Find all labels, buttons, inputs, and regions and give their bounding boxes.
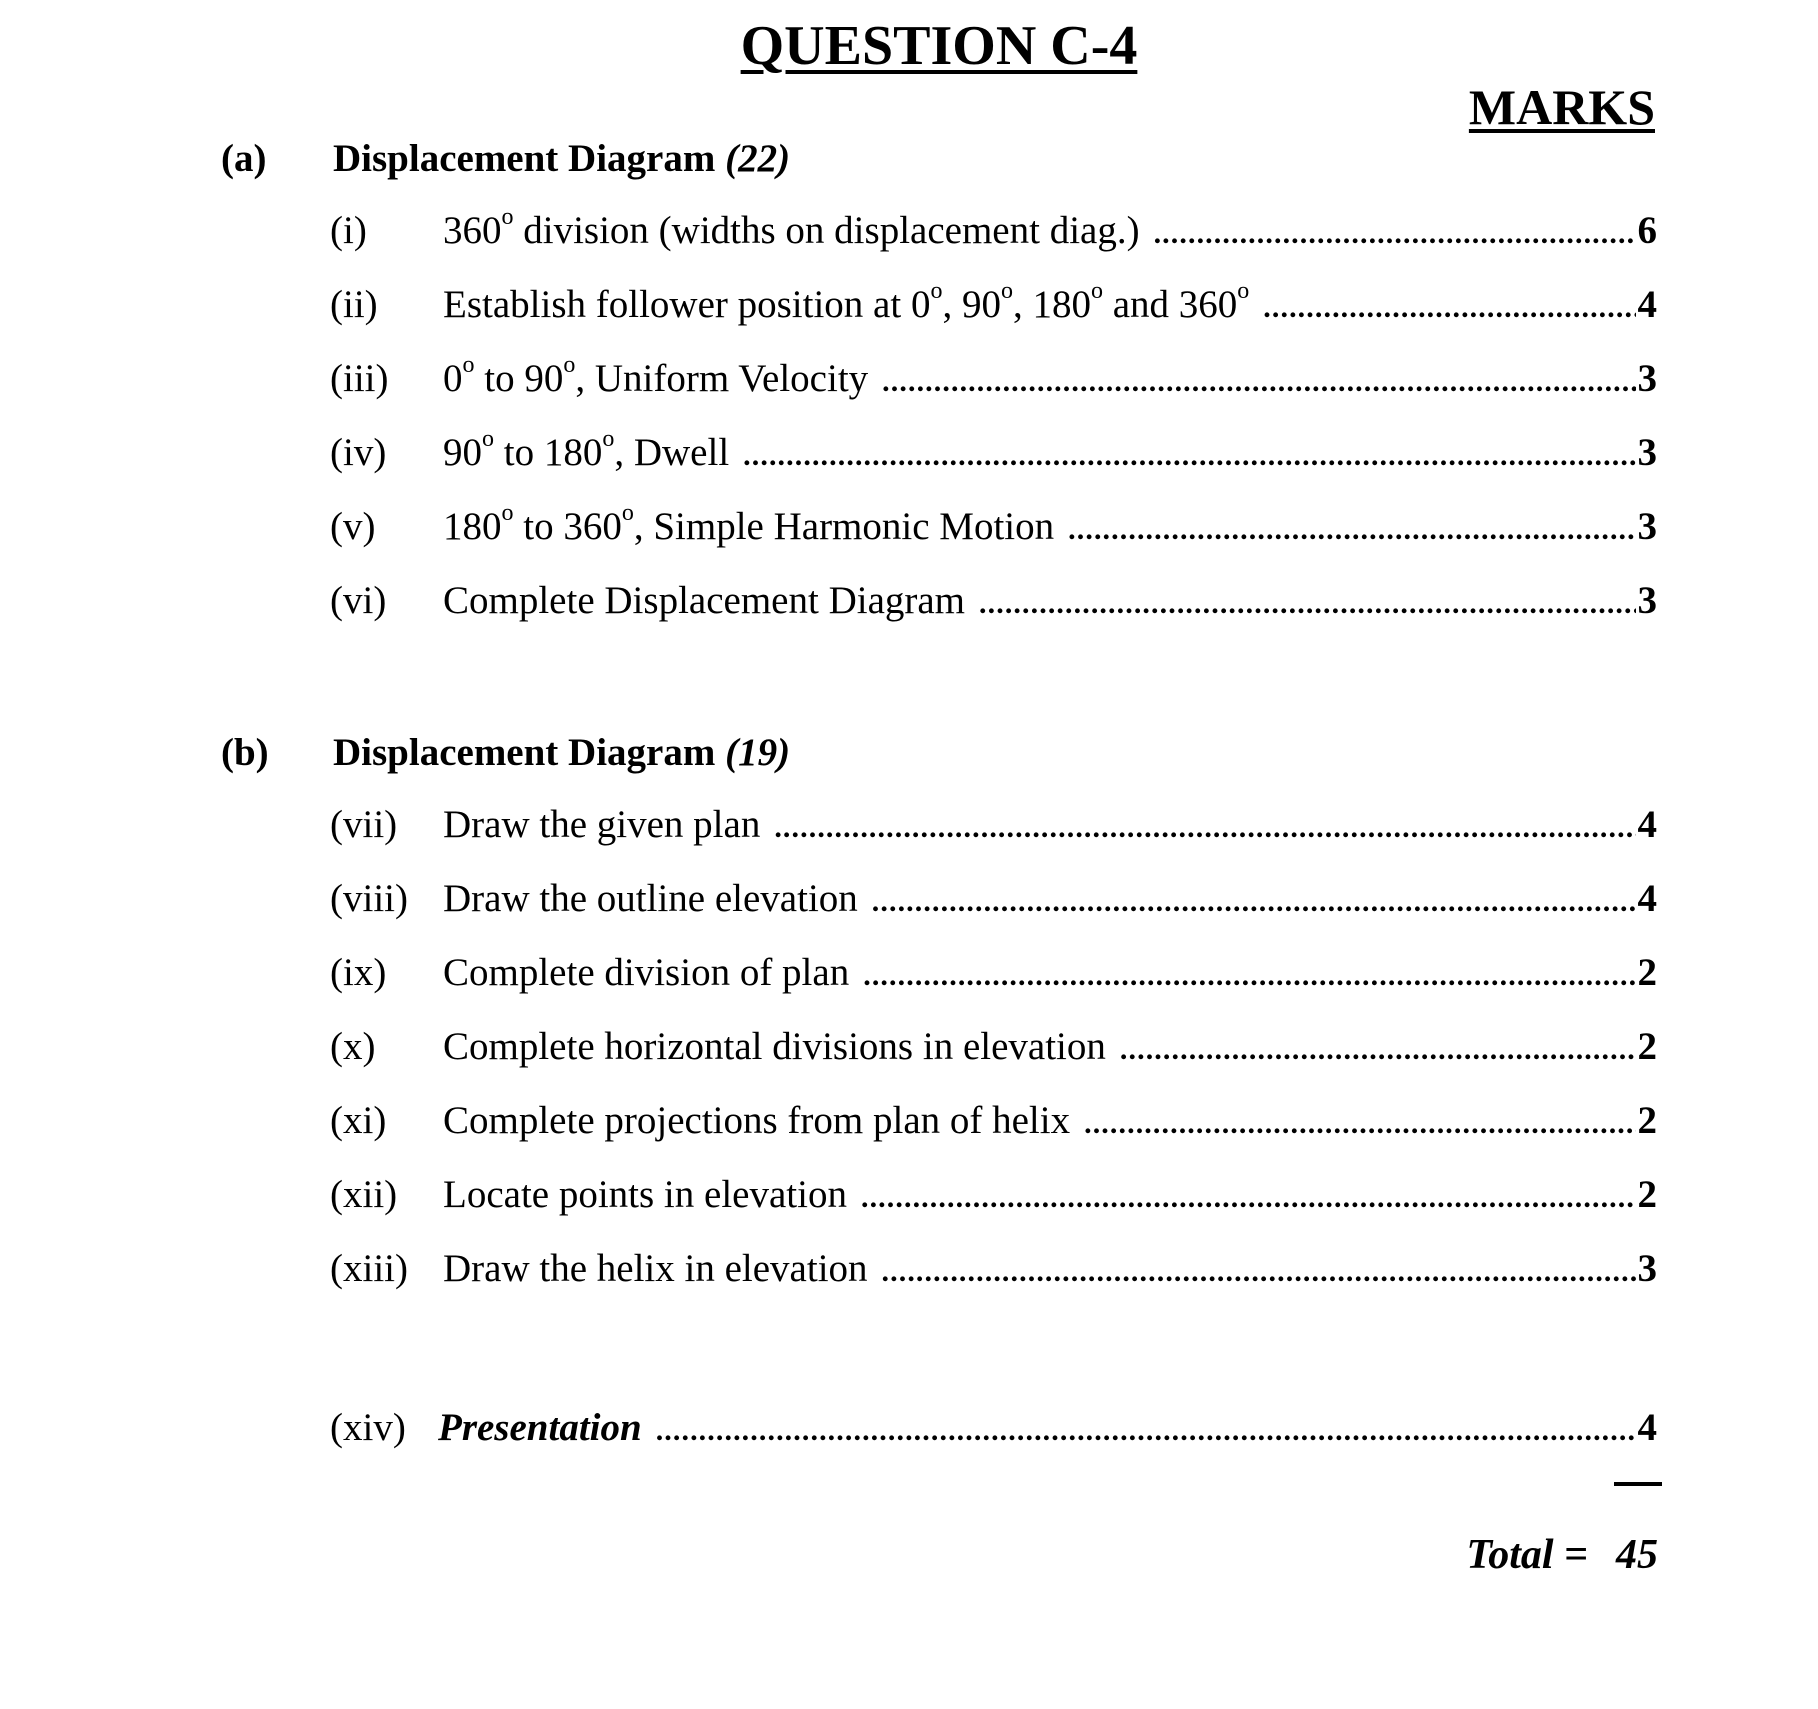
total-label: Total = [1466,1532,1588,1578]
item-numeral: (x) [330,1025,376,1068]
degree-symbol: o [501,204,514,230]
marking-item-row [330,500,1657,554]
section-b-heading [333,730,790,775]
degree-symbol: o [482,426,494,452]
dot-leader [979,587,1635,621]
item-text-part: Draw the given plan [443,803,761,846]
item-text-part: Establish follower position at 0 [443,283,931,326]
item-numeral: (xi) [330,1099,387,1142]
section-a-heading [333,136,790,181]
item-text-part: 360 [443,209,502,252]
item-text-part: to 180 [494,431,603,474]
item-text-part: Locate points in elevation [443,1173,847,1216]
item-numeral: (iv) [330,431,387,474]
marking-item-row [330,1172,1657,1222]
item-text-part: , 90 [942,283,1001,326]
dot-leader [1068,513,1635,547]
item-text: Presentation [438,1406,642,1449]
item-text-part: 0 [443,357,463,400]
dot-leader [774,811,1635,845]
item-mark: 3 [1637,579,1657,622]
item-text [443,352,869,401]
degree-symbol: o [621,500,634,526]
item-text [443,426,730,475]
dot-leader [1120,1033,1636,1067]
item-text [443,1246,868,1291]
degree-symbol: o [1237,278,1250,304]
item-text-part: 180 [443,505,502,548]
degree-symbol: o [563,352,576,378]
item-mark: 2 [1637,1025,1657,1068]
marking-item-row [330,876,1657,926]
item-mark: 4 [1637,803,1657,846]
item-text-part: Complete Displacement Diagram [443,579,966,622]
marking-item-row [330,204,1657,258]
item-mark: 2 [1637,1099,1657,1142]
dot-leader [861,1181,1636,1215]
item-text [443,950,849,995]
item-text-part: Complete horizontal divisions in elevation [443,1025,1106,1068]
section-b-heading-text: Displacement Diagram [333,731,716,774]
item-mark: 2 [1637,1173,1657,1216]
item-text-part: Complete division of plan [443,951,850,994]
dot-leader [872,885,1636,919]
degree-symbol: o [602,426,615,452]
total-line [1466,1531,1658,1579]
degree-symbol: o [1090,278,1103,304]
page-title: QUESTION C-4 [740,15,1138,77]
section-a-heading-marks: (22) [725,137,791,180]
item-text [443,802,760,847]
item-mark: 3 [1637,357,1657,400]
item-mark: 3 [1637,431,1657,474]
marking-item-row [330,1246,1657,1296]
item-text-part: division (widths on displacement diag.) [513,209,1140,252]
item-numeral: (xiv) [330,1406,406,1449]
degree-symbol: o [930,278,943,304]
marking-item-row [330,1098,1657,1148]
marking-item-row [330,578,1657,628]
section-a-label: (a) [221,137,267,180]
item-text-part: Draw the helix in elevation [443,1247,868,1290]
dot-leader [863,959,1635,993]
item-text-part: , Dwell [614,431,730,474]
item-text-part: Draw the outline elevation [443,877,858,920]
item-text [443,278,1250,327]
item-numeral: (ix) [330,951,387,994]
marking-item-row [330,352,1657,406]
item-text [443,500,1055,549]
item-numeral: (iii) [330,357,389,400]
dot-leader [656,1414,1636,1448]
item-numeral: (ii) [330,283,378,326]
dot-leader [882,1255,1636,1289]
marking-item-row [330,802,1657,852]
dot-leader [882,365,1635,399]
degree-symbol: o [501,500,514,526]
total-value: 45 [1616,1532,1658,1578]
item-text [443,204,1140,253]
item-text [443,578,965,623]
item-text [443,876,858,921]
item-numeral: (viii) [330,877,408,920]
dot-leader [1263,291,1635,325]
item-numeral: (xii) [330,1173,398,1216]
item-text-part: , Uniform Velocity [575,357,869,400]
section-a-heading-text: Displacement Diagram [333,137,716,180]
section-b-label: (b) [221,731,269,774]
marking-item-row [330,278,1657,332]
marking-item-row [330,1024,1657,1074]
dot-leader [1084,1107,1635,1141]
item-text-part: to 90 [474,357,564,400]
degree-symbol: o [462,352,475,378]
marking-item-row [330,950,1657,1000]
item-text-part: 90 [443,431,482,474]
item-mark: 2 [1637,951,1657,994]
degree-symbol: o [1000,278,1013,304]
item-text-part: and 360 [1102,283,1238,326]
item-numeral: (i) [330,209,367,252]
dot-leader [1154,217,1636,251]
item-numeral: (vii) [330,803,398,846]
sum-rule [1614,1482,1662,1486]
item-text [443,1098,1070,1143]
item-mark: 3 [1637,1247,1657,1290]
item-text [443,1172,847,1217]
item-mark: 4 [1637,877,1657,920]
section-b-heading-marks: (19) [725,731,791,774]
item-mark: 6 [1637,209,1657,252]
item-text-part: , 180 [1012,283,1091,326]
item-mark: 4 [1637,283,1657,326]
item-numeral: (vi) [330,579,387,622]
marks-column-header: MARKS [1468,79,1655,135]
marking-item-row [330,426,1657,480]
item-text-part: to 360 [513,505,622,548]
item-numeral: (v) [330,505,376,548]
item-mark: 3 [1637,505,1657,548]
dot-leader [743,439,1635,473]
item-numeral: (xiii) [330,1247,408,1290]
item-mark: 4 [1637,1406,1657,1449]
presentation-row [330,1405,1657,1455]
item-text [443,1024,1106,1069]
item-text-part: Complete projections from plan of helix [443,1099,1071,1142]
item-text-part: , Simple Harmonic Motion [633,505,1055,548]
